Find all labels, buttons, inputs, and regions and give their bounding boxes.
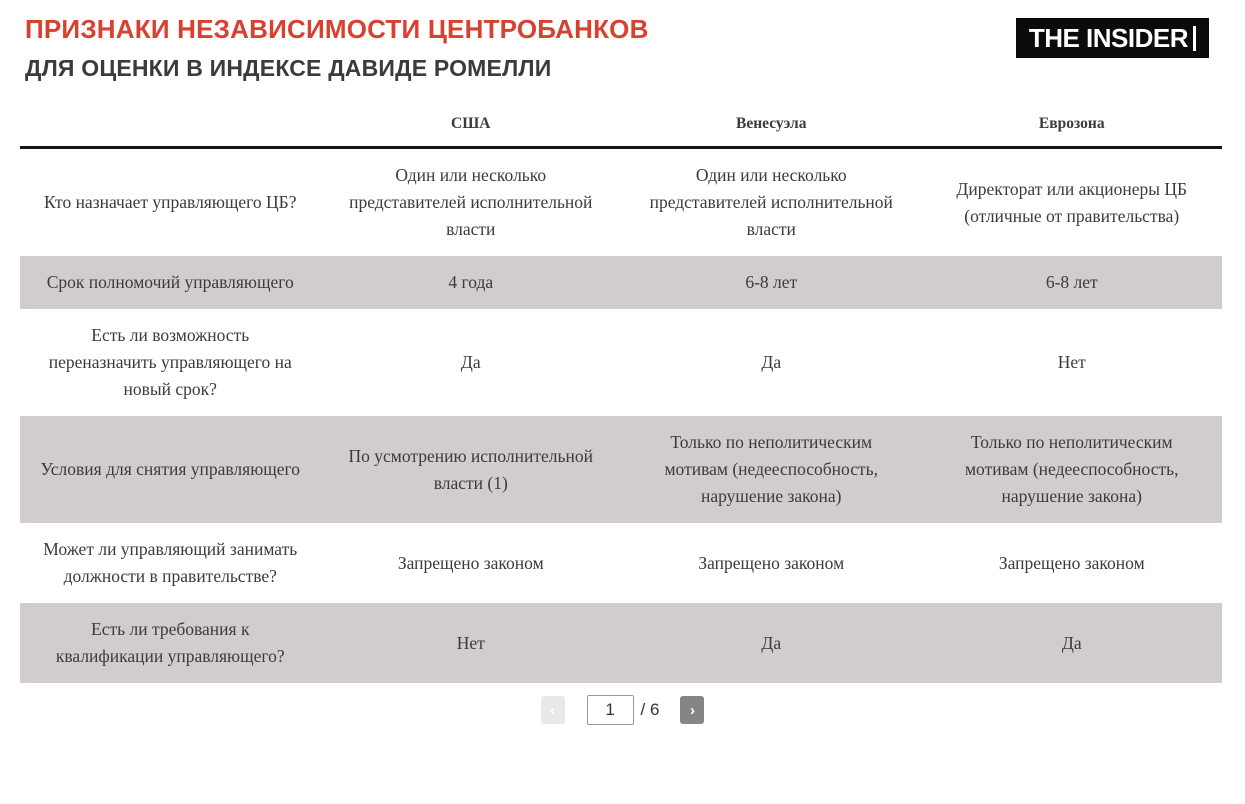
row-label: Есть ли требования к квалификации управляющего? bbox=[55, 619, 285, 666]
logo-cursor-bar-icon bbox=[1193, 26, 1196, 51]
cell-venezuela: Только по неполитическим мотивам (недееспособность, нарушение закона) bbox=[664, 432, 879, 506]
row-label: Срок полномочий управляющего bbox=[46, 272, 294, 292]
the-insider-logo bbox=[1016, 18, 1209, 58]
column-header-venezuela: Венесуэла bbox=[621, 103, 922, 148]
row-label: Кто назначает управляющего ЦБ? bbox=[44, 192, 297, 212]
cell-venezuela: Один или несколько представителей исполнительной власти bbox=[649, 165, 893, 239]
chevron-left-icon: ‹ bbox=[550, 701, 556, 719]
chevron-right-icon: › bbox=[689, 701, 695, 719]
cell-eurozone: Директорат или акционеры ЦБ (отличные от правительства) bbox=[956, 178, 1188, 226]
comparison-table bbox=[20, 103, 1222, 683]
table-row bbox=[20, 603, 1222, 683]
cell-usa: Да bbox=[460, 352, 481, 372]
table-row bbox=[20, 523, 1222, 603]
row-label: Условия для снятия управляющего bbox=[40, 459, 301, 479]
page-subtitle: ДЛЯ ОЦЕНКИ В ИНДЕКСЕ ДАВИДЕ РОМЕЛЛИ bbox=[25, 54, 552, 81]
page-total-label: / 6 bbox=[640, 700, 660, 719]
cell-usa: Один или несколько представителей исполнительной власти bbox=[349, 165, 593, 239]
next-page-button[interactable] bbox=[680, 696, 704, 724]
cell-venezuela: 6-8 лет bbox=[745, 272, 798, 292]
cell-eurozone: 6-8 лет bbox=[1045, 272, 1098, 292]
page-number-input[interactable] bbox=[587, 695, 634, 725]
cell-eurozone: Запрещено законом bbox=[998, 552, 1145, 573]
row-label: Может ли управляющий занимать должности в правительстве? bbox=[43, 539, 298, 586]
pagination bbox=[0, 695, 1245, 725]
cell-usa: Нет bbox=[456, 632, 485, 653]
table-row bbox=[20, 148, 1222, 257]
cell-eurozone: Только по неполитическим мотивам (недееспособность, нарушение закона) bbox=[964, 432, 1179, 506]
cell-venezuela: Да bbox=[761, 352, 782, 372]
cell-usa: 4 года bbox=[448, 272, 494, 292]
row-label: Есть ли возможность переназначить управляющего на новый срок? bbox=[48, 325, 292, 399]
table-row bbox=[20, 416, 1222, 523]
table-row bbox=[20, 309, 1222, 416]
logo-text: THE INSIDER bbox=[1028, 22, 1188, 53]
table-row bbox=[20, 256, 1222, 309]
page-title: ПРИЗНАКИ НЕЗАВИСИМОСТИ ЦЕНТРОБАНКОВ bbox=[25, 14, 649, 44]
cell-venezuela: Да bbox=[761, 632, 782, 653]
previous-page-button[interactable] bbox=[541, 696, 565, 724]
table-header-row bbox=[20, 103, 1222, 148]
column-header-empty bbox=[20, 103, 321, 148]
cell-eurozone: Да bbox=[1061, 632, 1082, 653]
cell-usa: По усмотрению исполнительной власти (1) bbox=[348, 445, 594, 493]
cell-eurozone: Нет bbox=[1057, 352, 1086, 372]
page-header bbox=[0, 0, 1245, 88]
cell-venezuela: Запрещено законом bbox=[698, 552, 845, 573]
cell-usa: Запрещено законом bbox=[397, 552, 544, 573]
column-header-usa: США bbox=[321, 103, 622, 148]
column-header-eurozone: Еврозона bbox=[922, 103, 1223, 148]
